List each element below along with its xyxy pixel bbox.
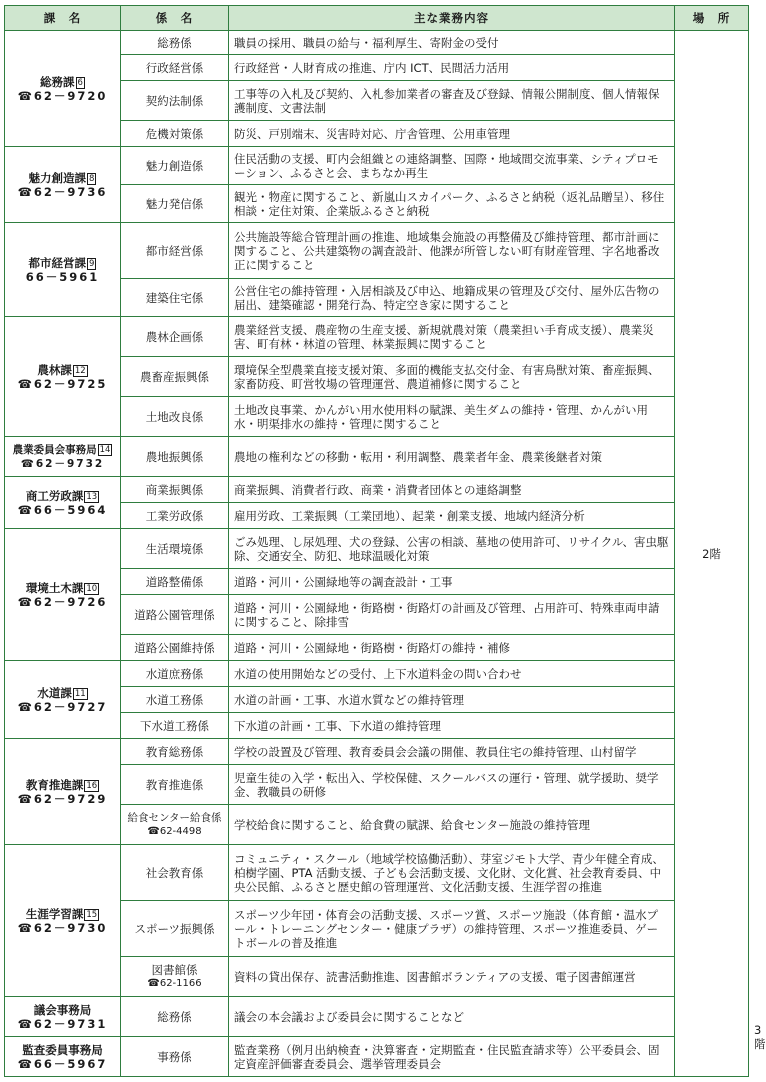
- kakari-name: 魅力創造係: [121, 147, 229, 185]
- header-kakari: 係 名: [121, 6, 229, 31]
- duty-content: 議会の本会議および委員会に関することなど: [229, 997, 675, 1037]
- kakari-name: 工業労政係: [121, 503, 229, 529]
- section-number-badge: 8: [89, 173, 95, 184]
- kakari-name: 下水道工務係: [121, 713, 229, 739]
- table-row: [5, 661, 749, 687]
- table-row: [5, 317, 749, 357]
- phone-number: ☎62－9726: [17, 594, 108, 609]
- kakari-name: 農林企画係: [121, 317, 229, 357]
- section-suido: 水道課 11 ☎62－9727: [5, 661, 121, 739]
- section-number-badge: 13: [86, 491, 98, 502]
- table-row: [5, 437, 749, 477]
- duty-content: スポーツ少年団・体育会の活動支援、スポーツ賞、スポーツ施設（体育館・温水プール・トレーニングセンター・健康プラザ）の維持管理、スポーツ推進委員、ゲートボールの普及推進: [229, 901, 675, 957]
- duty-content: ごみ処理、し尿処理、犬の登録、公害の相談、墓地の使用許可、リサイクル、害虫駆除、交通安全、防犯、地球温暖化対策: [229, 529, 675, 569]
- section-gikai: 議会事務局 ☎62－9731: [5, 997, 121, 1037]
- duty-content: 防災、戸別端末、災害時対応、庁舎管理、公用車管理: [229, 121, 675, 147]
- kakari-name: 建築住宅係: [121, 279, 229, 317]
- duty-content: 職員の採用、職員の給与・福利厚生、寄附金の受付: [229, 31, 675, 55]
- table-row: 議会事務局 ☎62－9731 総務係 議会の本会議および委員会に関することなど 3階: [5, 997, 749, 1037]
- kakari-name: 行政経営係: [121, 55, 229, 81]
- kakari-name: スポーツ振興係: [121, 901, 229, 957]
- duty-content: 資料の貸出保存、読書活動推進、図書館ボランティアの支援、電子図書館運営: [229, 957, 675, 997]
- section-nogyoi: 農業委員会事務局 14 ☎62－9732: [5, 437, 121, 477]
- kakari-name: 土地改良係: [121, 397, 229, 437]
- kakari-name: 生活環境係: [121, 529, 229, 569]
- header-row: [5, 6, 749, 31]
- phone-number: ☎62－9736: [17, 184, 108, 199]
- kakari-name: 水道庶務係: [121, 661, 229, 687]
- duty-content: 学校給食に関すること、給食費の賦課、給食センター施設の維持管理: [229, 805, 675, 845]
- kakari-name: 道路整備係: [121, 569, 229, 595]
- kakari-name: 都市経営係: [121, 223, 229, 279]
- section-kyoiku: 教育推進課 16 ☎62－9729: [5, 739, 121, 845]
- table-row: [5, 845, 749, 901]
- phone-number: ☎62-1166: [147, 977, 202, 989]
- section-number-badge: 16: [86, 780, 98, 791]
- section-number-badge: 9: [89, 258, 95, 269]
- place-2f: 2階: [675, 31, 749, 1077]
- table-row: [5, 31, 749, 55]
- kakari-name: 道路公園管理係: [121, 595, 229, 635]
- table-row: [5, 477, 749, 503]
- kakari-name: 事務係: [121, 1037, 229, 1077]
- table-row: [5, 1037, 749, 1077]
- header-content: 主な業務内容: [229, 6, 675, 31]
- phone-number: 66－5961: [25, 269, 100, 284]
- phone-number: ☎62－9731: [17, 1016, 108, 1031]
- section-number-badge: 12: [74, 365, 86, 376]
- kakari-name: 契約法制係: [121, 81, 229, 121]
- duty-content: 農業経営支援、農産物の生産支援、新規就農対策（農業担い手育成支援）、農業災害、町有林・林道の管理、林業振興に関すること: [229, 317, 675, 357]
- section-somu: 総務課 6 ☎62－9720: [5, 31, 121, 147]
- phone-number: ☎62－9725: [17, 376, 108, 391]
- kakari-name: 商業振興係: [121, 477, 229, 503]
- section-number-badge: 11: [74, 688, 86, 699]
- duty-content: 観光・物産に関すること、新嵐山スカイパーク、ふるさと納税（返礼品贈呈）、移住相談・定住対策、企業版ふるさと納税: [229, 185, 675, 223]
- section-kankyo: 環境土木課 10 ☎62－9726: [5, 529, 121, 661]
- kakari-name: 道路公園維持係: [121, 635, 229, 661]
- phone-number: ☎62－9720: [17, 88, 108, 103]
- section-number-badge: 14: [99, 444, 111, 455]
- duty-content: 農地の権利などの移動・転用・利用調整、農業者年金、農業後継者対策: [229, 437, 675, 477]
- section-toshi: 都市経営課 9 66－5961: [5, 223, 121, 317]
- table-row: [5, 739, 749, 765]
- section-number-badge: 10: [86, 583, 98, 594]
- phone-number: ☎62－9732: [20, 457, 105, 470]
- header-place: 場 所: [675, 6, 749, 31]
- section-miryoku: 魅力創造課 8 ☎62－9736: [5, 147, 121, 223]
- kakari-name: 総務係: [121, 997, 229, 1037]
- header-ka: 課 名: [5, 6, 121, 31]
- duty-content: 公共施設等総合管理計画の推進、地域集会施設の再整備及び維持管理、都市計画に関すること、公共建築物の調査設計、他課が所管しない町有財産管理、字名地番改正に関すること: [229, 223, 675, 279]
- table-row: [5, 223, 749, 279]
- duty-content: 道路・河川・公園緑地・街路樹・街路灯の計画及び管理、占用許可、特殊車両申請に関すること、除排雪: [229, 595, 675, 635]
- duty-content: 下水道の計画・工事、下水道の維持管理: [229, 713, 675, 739]
- duty-content: 土地改良事業、かんがい用水使用料の賦課、美生ダムの維持・管理、かんがい用水・明渠排水の維持・管理に関すること: [229, 397, 675, 437]
- duty-content: 雇用労政、工業振興（工業団地）、起業・創業支援、地域内経済分析: [229, 503, 675, 529]
- duty-content: 公営住宅の維持管理・入居相談及び申込、地籍成果の管理及び交付、屋外広告物の届出、建築確認・開発行為、特定空き家に関すること: [229, 279, 675, 317]
- department-table: [4, 5, 766, 1077]
- duty-content: 住民活動の支援、町内会組織との連絡調整、国際・地域間交流事業、シティプロモーション、ふるさと会、まちなか再生: [229, 147, 675, 185]
- duty-content: 道路・河川・公園緑地等の調査設計・工事: [229, 569, 675, 595]
- kakari-name: 教育総務係: [121, 739, 229, 765]
- duty-content: コミュニティ・スクール（地域学校協働活動）、芽室ジモト大学、青少年健全育成、柏樹学園、PTA 活動支援、子ども会活動支援、文化財、文化賞、社会教育委員、中央公民館、ふるさと歴史館の管理運営、文化活動支援、生涯学習の推進: [229, 845, 675, 901]
- section-norin: 農林課 12 ☎62－9725: [5, 317, 121, 437]
- kakari-name: 社会教育係: [121, 845, 229, 901]
- kakari-name: 図書館係 ☎62-1166: [121, 957, 229, 997]
- duty-content: 児童生徒の入学・転出入、学校保健、スクールバスの運行・管理、就学援助、奨学金、教職員の研修: [229, 765, 675, 805]
- section-shogai: 生涯学習課 15 ☎62－9730: [5, 845, 121, 997]
- phone-number: ☎62-4498: [147, 825, 202, 837]
- section-shoko: 商工労政課 13 ☎66－5964: [5, 477, 121, 529]
- duty-content: 道路・河川・公園緑地・街路樹・街路灯の維持・補修: [229, 635, 675, 661]
- duty-content: 水道の使用開始などの受付、上下水道料金の問い合わせ: [229, 661, 675, 687]
- phone-number: ☎62－9729: [17, 791, 108, 806]
- section-number-badge: 15: [86, 909, 98, 920]
- duty-content: 環境保全型農業直接支援対策、多面的機能支払交付金、有害鳥獣対策、畜産振興、家畜防疫、町営牧場の管理運営、農道補修に関すること: [229, 357, 675, 397]
- phone-number: ☎66－5967: [17, 1056, 108, 1071]
- table-row: [5, 529, 749, 569]
- kakari-name: 総務係: [121, 31, 229, 55]
- kakari-name: 水道工務係: [121, 687, 229, 713]
- kakari-name: 危機対策係: [121, 121, 229, 147]
- kakari-name: 魅力発信係: [121, 185, 229, 223]
- kakari-name: 農畜産振興係: [121, 357, 229, 397]
- kakari-name: 給食センター給食係 ☎62-4498: [121, 805, 229, 845]
- section-kansa: 監査委員事務局 ☎66－5967: [5, 1037, 121, 1077]
- table-row: [5, 147, 749, 185]
- duty-content: 行政経営・人財育成の推進、庁内 ICT、民間活力活用: [229, 55, 675, 81]
- duty-content: 工事等の入札及び契約、入札参加業者の審査及び登録、情報公開制度、個人情報保護制度、文書法制: [229, 81, 675, 121]
- kakari-name: 農地振興係: [121, 437, 229, 477]
- phone-number: ☎62－9730: [17, 920, 108, 935]
- duty-content: 商業振興、消費者行政、商業・消費者団体との連絡調整: [229, 477, 675, 503]
- duty-content: 学校の設置及び管理、教育委員会会議の開催、教員住宅の維持管理、山村留学: [229, 739, 675, 765]
- kakari-name: 教育推進係: [121, 765, 229, 805]
- phone-number: ☎62－9727: [17, 699, 108, 714]
- duty-content: 監査業務（例月出納検査・決算審査・定期監査・住民監査請求等）公平委員会、固定資産評価審査委員会、選挙管理委員会: [229, 1037, 675, 1077]
- section-number-badge: 6: [77, 77, 83, 88]
- duty-content: 水道の計画・工事、水道水質などの維持管理: [229, 687, 675, 713]
- phone-number: ☎66－5964: [17, 502, 108, 517]
